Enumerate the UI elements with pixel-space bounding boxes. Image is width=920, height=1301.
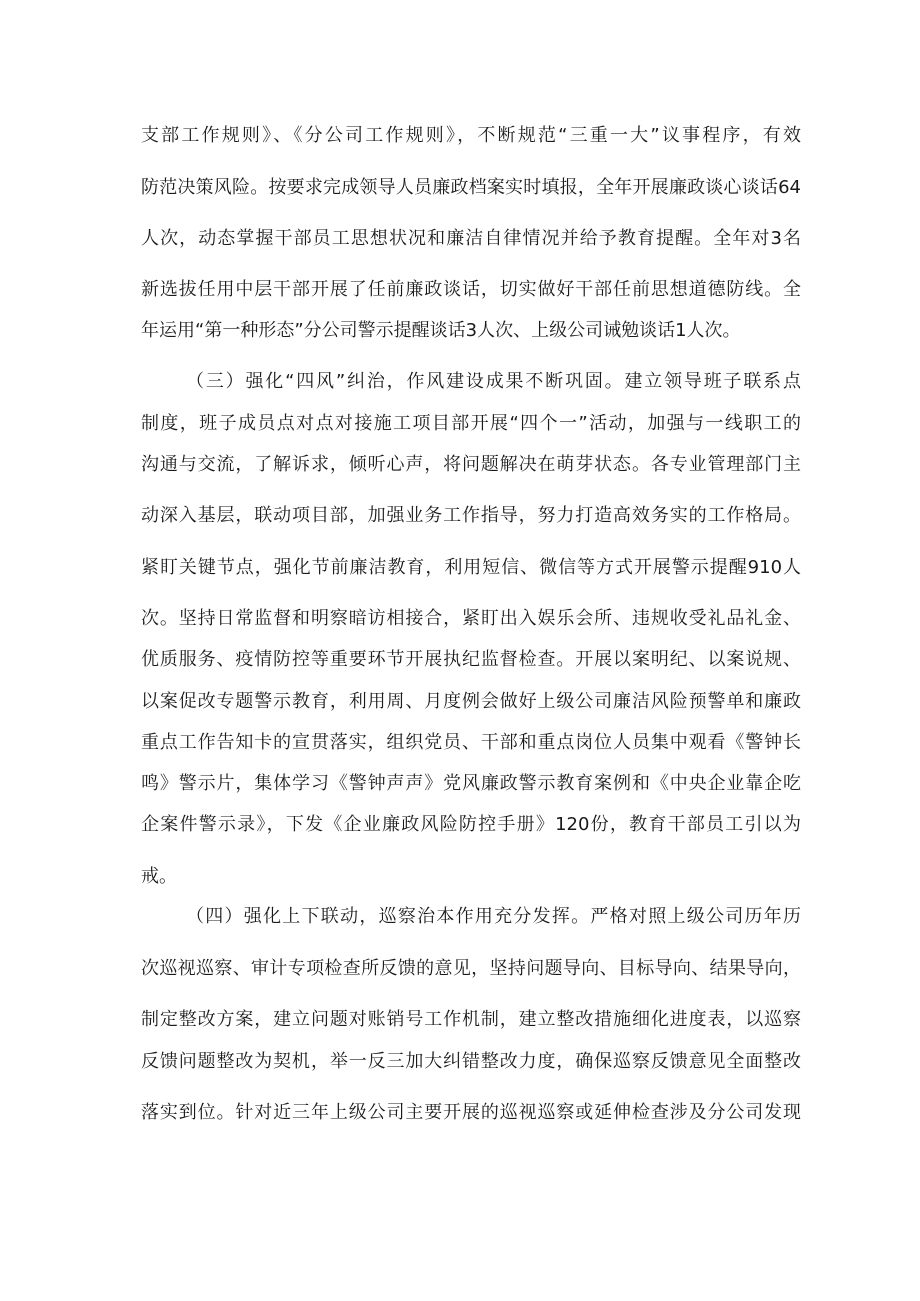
text-line: 年运用“第一种形态”分公司警示提醒谈话3人次、上级公司诫勉谈话1人次。 bbox=[141, 320, 741, 341]
text-line: 制定整改方案，建立问题对账销号工作机制，建立整改措施细化进度表，以巡察 bbox=[141, 1009, 801, 1030]
text-line: 以案促改专题警示教育，利用周、月度例会做好上级公司廉洁风险预警单和廉政 bbox=[141, 691, 801, 712]
text-line: 戒。 bbox=[141, 866, 177, 887]
text-line: 企案件警示录》，下发《企业廉政风险防控手册》120份，教育干部员工引以为 bbox=[141, 814, 801, 835]
text-line: 优质服务、疫情防控等重要环节开展执纪监督检查。开展以案明纪、以案说规、 bbox=[141, 649, 801, 670]
text-line: 重点工作告知卡的宣贯落实，组织党员、干部和重点岗位人员集中观看《警钟长 bbox=[141, 732, 801, 753]
text-line: 动深入基层，联动项目部，加强业务工作指导，努力打造高效务实的工作格局。 bbox=[141, 505, 801, 526]
text-line: 支部工作规则》、《分公司工作规则》，不断规范“三重一大”议事程序，有效 bbox=[141, 125, 801, 146]
text-line: 新选拔任用中层干部开展了任前廉政谈话，切实做好干部任前思想道德防线。全 bbox=[141, 279, 801, 300]
text-line: 落实到位。针对近三年上级公司主要开展的巡视巡察或延伸检查涉及分公司发现 bbox=[141, 1102, 801, 1123]
text-line: 次。坚持日常监督和明察暗访相接合，紧盯出入娱乐会所、违规收受礼品礼金、 bbox=[141, 608, 801, 629]
text-line: 人次，动态掌握干部员工思想状况和廉洁自律情况并给予教育提醒。全年对3名 bbox=[141, 228, 801, 249]
text-line: 次巡视巡察、审计专项检查所反馈的意见，坚持问题导向、目标导向、结果导向， bbox=[141, 958, 801, 979]
text-line: 防范决策风险。按要求完成领导人员廉政档案实时填报，全年开展廉政谈心谈话64 bbox=[141, 177, 801, 198]
paragraph-heading-4: （四）强化上下联动，巡察治本作用充分发挥。严格对照上级公司历年历 bbox=[186, 906, 801, 927]
text-line: 鸣》警示片，集体学习《警钟声声》党风廉政警示教育案例和《中央企业靠企吃 bbox=[141, 773, 801, 794]
text-line: 制度，班子成员点对点对接施工项目部开展“四个一”活动，加强与一线职工的 bbox=[141, 413, 801, 434]
text-line: 反馈问题整改为契机，举一反三加大纠错整改力度，确保巡察反馈意见全面整改 bbox=[141, 1051, 801, 1072]
paragraph-heading-3: （三）强化“四风”纠治，作风建设成果不断巩固。建立领导班子联系点 bbox=[186, 371, 801, 392]
text-line: 沟通与交流，了解诉求，倾听心声，将问题解决在萌芽状态。各专业管理部门主 bbox=[141, 454, 801, 475]
text-line: 紧盯关键节点，强化节前廉洁教育，利用短信、微信等方式开展警示提醒910人 bbox=[141, 557, 801, 578]
